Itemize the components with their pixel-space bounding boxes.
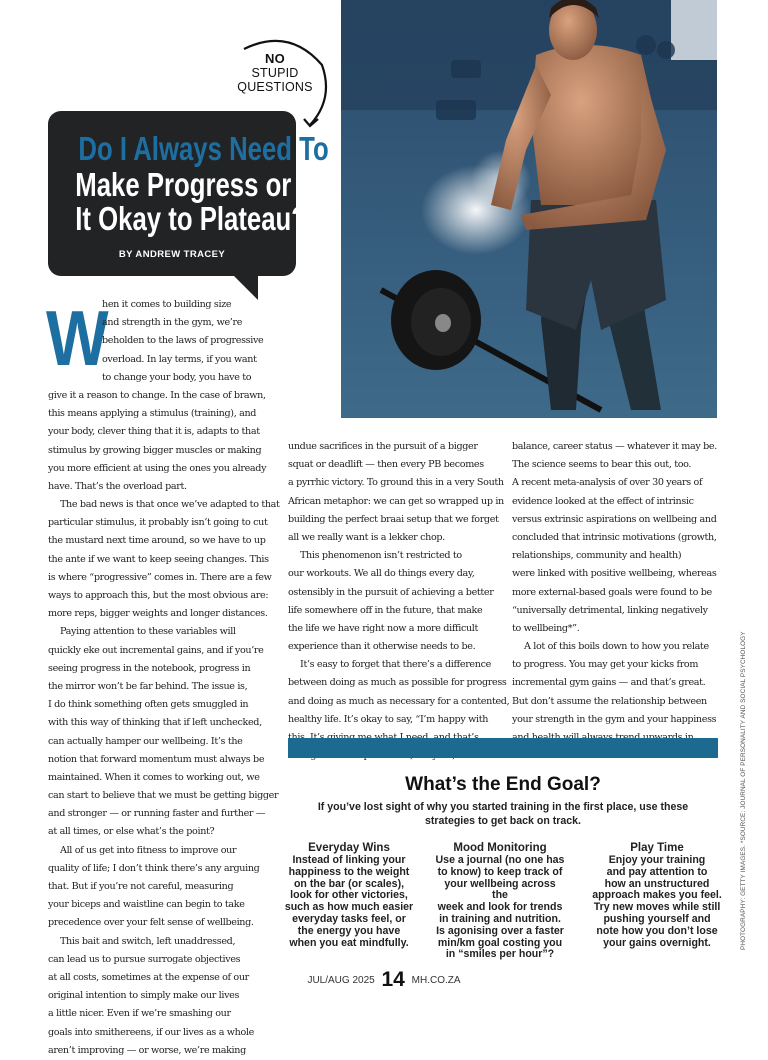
page-number: 14 bbox=[381, 968, 405, 991]
body-line: A lot of this boils down to how you relate bbox=[524, 641, 709, 653]
body-line: the life we have right now a more difficult bbox=[288, 622, 479, 634]
body-line: were linked with positive wellbeing, whereas bbox=[512, 568, 717, 580]
body-line: this means applying a stimulus (training), and bbox=[48, 408, 257, 420]
body-column-3 bbox=[512, 438, 722, 765]
body-line: balance, career status — whatever it may be. bbox=[512, 441, 717, 452]
section-divider-band bbox=[288, 738, 718, 758]
tip-text-line: everyday tasks feel, or bbox=[292, 912, 406, 925]
body-line: and strength in the gym, we’re bbox=[102, 317, 243, 329]
body-line: This bait and switch, left unaddressed, bbox=[60, 935, 236, 947]
body-line: all we really want is a lekker chop. bbox=[288, 531, 445, 543]
body-line: to progress. You may get your kicks from bbox=[512, 659, 699, 671]
body-line: your strength in the gym and your happiness bbox=[512, 713, 717, 725]
body-line: give it a reason to change. In the case of brawn, bbox=[48, 389, 266, 401]
tip-heading: Everyday Wins bbox=[308, 842, 390, 854]
tip-text-line: happiness to the weight bbox=[288, 865, 410, 878]
hero-photo bbox=[341, 0, 717, 418]
sidebar-intro-line: If you’ve lost sight of why you started training in the first place, use these bbox=[317, 801, 689, 813]
tip-text-line: Use a journal (no one has bbox=[435, 854, 565, 866]
tip-heading: Mood Monitoring bbox=[453, 842, 547, 854]
body-line: stimulus by growing bigger muscles or making bbox=[48, 444, 262, 456]
tip-text-line: week and look for trends bbox=[437, 901, 563, 914]
tip-text-line: in “smiles per hour”? bbox=[445, 948, 555, 961]
body-line: notion that forward momentum must always be bbox=[48, 753, 265, 765]
body-line: and doing as much as necessary for a contented, bbox=[288, 695, 510, 707]
body-line: incremental gym gains — and that’s great. bbox=[512, 677, 706, 689]
tip-text-line: look for other victories, bbox=[290, 889, 408, 902]
body-line: is where “progressive” comes in. There are a few bbox=[48, 571, 272, 583]
body-line: building the perfect braai setup that we forget bbox=[288, 513, 499, 525]
drop-cap: W bbox=[46, 294, 109, 382]
body-line: The bad news is that once we’ve adapted to that bbox=[60, 499, 280, 511]
body-line: undue sacrifices in the pursuit of a bigger bbox=[288, 441, 478, 452]
body-line: a little nicer. Even if we’re smashing our bbox=[48, 1008, 231, 1020]
body-line: hen it comes to building size bbox=[102, 299, 232, 310]
body-line: your biceps and waistline can begin to take bbox=[48, 899, 245, 911]
body-line: the mirror won’t be far behind. The issue is, bbox=[48, 680, 248, 692]
tip-text-line: the energy you have bbox=[297, 924, 401, 937]
tip-play-time bbox=[592, 841, 722, 949]
body-line: Paying attention to these variables will bbox=[60, 626, 236, 638]
body-line: All of us get into fitness to improve our bbox=[60, 844, 237, 856]
body-line: more external-based goals were found to be bbox=[512, 586, 712, 598]
body-line: experience than it otherwise needs to be. bbox=[288, 641, 476, 653]
body-line: ostensibly in the pursuit of achieving a better bbox=[288, 586, 494, 598]
body-line: to change your body, you have to bbox=[102, 371, 252, 383]
body-line: African metaphor: we can get so wrapped up in bbox=[288, 495, 504, 507]
kicker-line3: QUESTIONS bbox=[237, 80, 313, 94]
page-footer bbox=[0, 968, 768, 992]
body-line: relationships, community and health) bbox=[512, 550, 682, 562]
body-line: concluded that intrinsic motivations (growth, bbox=[512, 531, 717, 543]
headline-line: It Okay to Plateau? bbox=[75, 200, 308, 237]
body-column-1 bbox=[48, 296, 278, 1060]
tip-text-line: such as how much easier bbox=[284, 901, 414, 914]
body-line: and stronger — or running faster and further — bbox=[48, 808, 266, 820]
body-line: between doing as much as possible for progress bbox=[288, 677, 507, 689]
photo-credit: PHOTOGRAPHY: GETTY IMAGES. *SOURCE: JOURNAL OF PERSONALITY AND SOCIAL PSYCHOLOGY bbox=[740, 631, 747, 950]
issue-date: JUL/AUG 2025 bbox=[307, 975, 375, 986]
body-line: healthy life. It’s okay to say, “I’m happy with bbox=[288, 713, 489, 725]
section-kicker bbox=[232, 52, 318, 94]
body-line: the ante if we want to keep seeing changes. This bbox=[48, 553, 269, 565]
headline-line: Make Progress or Is bbox=[75, 166, 320, 203]
headline-blue: Do I Always Need To bbox=[78, 130, 329, 167]
tip-text-line: approach makes you feel. bbox=[592, 889, 722, 902]
body-line: the mustard next time around, so we have to up bbox=[48, 535, 266, 547]
tip-text-line: in training and nutrition. bbox=[439, 912, 561, 925]
tip-text-line: Try new moves while still bbox=[593, 901, 721, 914]
body-line: seeing progress in the notebook, progress in bbox=[48, 662, 251, 674]
tip-text-line: Is agonising over a faster bbox=[436, 924, 564, 937]
body-line: quickly eke out incremental gains, and if you’re bbox=[48, 644, 264, 656]
body-line: at all times, or else what’s the point? bbox=[48, 826, 215, 838]
body-line: can lead us to pursue surrogate objectives bbox=[48, 953, 241, 965]
body-line: beholden to the laws of progressive bbox=[102, 335, 264, 347]
tip-text-line: how an unstructured bbox=[604, 877, 710, 890]
kicker-line2: STUPID bbox=[251, 66, 299, 80]
site-url: MH.CO.ZA bbox=[411, 975, 461, 986]
tip-text-line: your wellbeing across the bbox=[444, 877, 556, 902]
body-line: quality of life; I don’t think there’s any arguing bbox=[48, 862, 260, 874]
tip-text-line: to know) to keep track of bbox=[437, 865, 563, 878]
body-line: original intention to simply make our lives bbox=[48, 990, 240, 1002]
tip-text-line: when you eat mindfully. bbox=[289, 936, 409, 949]
tip-text-line: note how you don’t lose bbox=[596, 924, 718, 937]
kicker-line1: NO bbox=[265, 51, 285, 66]
body-line: The science seems to bear this out, too. bbox=[512, 459, 692, 471]
body-line: particular stimulus, it probably isn’t going to cut bbox=[48, 517, 268, 529]
body-line: your body, clever thing that it is, adapts to that bbox=[48, 426, 260, 438]
body-line: “universally detrimental, linking negatively bbox=[512, 604, 708, 616]
body-line: maintained. When it comes to working out, we bbox=[48, 771, 260, 783]
body-line: to wellbeing*”. bbox=[512, 622, 580, 634]
tip-text-line: pushing yourself and bbox=[603, 912, 711, 925]
tip-text-line: on the bar (or scales), bbox=[293, 877, 405, 890]
sidebar-title: What’s the End Goal? bbox=[405, 774, 601, 795]
body-line: you more efficient at using the ones you already bbox=[48, 462, 267, 474]
body-line: that. But if you’re not careful, measuring bbox=[48, 881, 234, 892]
sidebar-intro bbox=[296, 800, 710, 828]
body-column-2 bbox=[288, 438, 510, 765]
body-line: a pyrrhic victory. To ground this in a very South bbox=[288, 477, 504, 489]
headline-white bbox=[48, 166, 320, 237]
body-line: have. That’s the overload part. bbox=[48, 480, 187, 492]
tip-text-line: and pay attention to bbox=[606, 865, 708, 878]
body-line: can actually hamper our wellbeing. It’s the bbox=[48, 735, 243, 747]
athlete-photo-illustration bbox=[341, 0, 717, 418]
tip-everyday-wins bbox=[284, 841, 414, 949]
sidebar-intro-line: strategies to get back on track. bbox=[424, 815, 581, 827]
tip-mood-monitoring bbox=[435, 841, 565, 961]
body-line: A recent meta-analysis of over 30 years of bbox=[512, 477, 703, 489]
tip-text-line: your gains overnight. bbox=[603, 936, 711, 949]
body-line: precedence over your felt sense of wellbeing. bbox=[48, 917, 254, 929]
body-line: with this way of thinking that if left unchecked, bbox=[48, 717, 262, 729]
tip-heading: Play Time bbox=[630, 842, 684, 854]
body-line: life somewhere off in the future, that make bbox=[288, 604, 483, 616]
body-line: It’s easy to forget that there’s a difference bbox=[300, 659, 491, 671]
body-line: at all costs, sometimes at the expense of our bbox=[48, 971, 249, 983]
tip-text-line: Instead of linking your bbox=[292, 854, 406, 866]
body-line: I do think something often gets smuggled in bbox=[48, 699, 249, 711]
body-line: ways to approach this, but the most obvious are: bbox=[48, 590, 269, 601]
tip-text-line: min/km goal costing you bbox=[437, 936, 563, 949]
byline: BY ANDREW TRACEY bbox=[118, 249, 226, 260]
body-line: more reps, bigger weights and longer distances. bbox=[48, 608, 268, 620]
body-line: aren’t improving — or worse, we’re making bbox=[48, 1044, 246, 1056]
body-line: evidence looked at the effect of intrinsic bbox=[512, 495, 694, 507]
body-line: This phenomenon isn’t restricted to bbox=[300, 550, 462, 562]
body-line: squat or deadlift — then every PB becomes bbox=[288, 459, 484, 471]
body-line: overload. In lay terms, if you want bbox=[102, 353, 257, 365]
tip-text-line: Enjoy your training bbox=[608, 854, 706, 866]
body-line: can start to believe that we must be getting bigger bbox=[48, 790, 279, 802]
body-line: versus extrinsic aspirations on wellbeing and bbox=[512, 513, 717, 525]
body-line: our workouts. We all do things every day, bbox=[288, 568, 475, 580]
body-line: goals into smithereens, if our lives as a whole bbox=[48, 1026, 254, 1038]
body-line: But don’t assume the relationship between bbox=[512, 695, 707, 707]
